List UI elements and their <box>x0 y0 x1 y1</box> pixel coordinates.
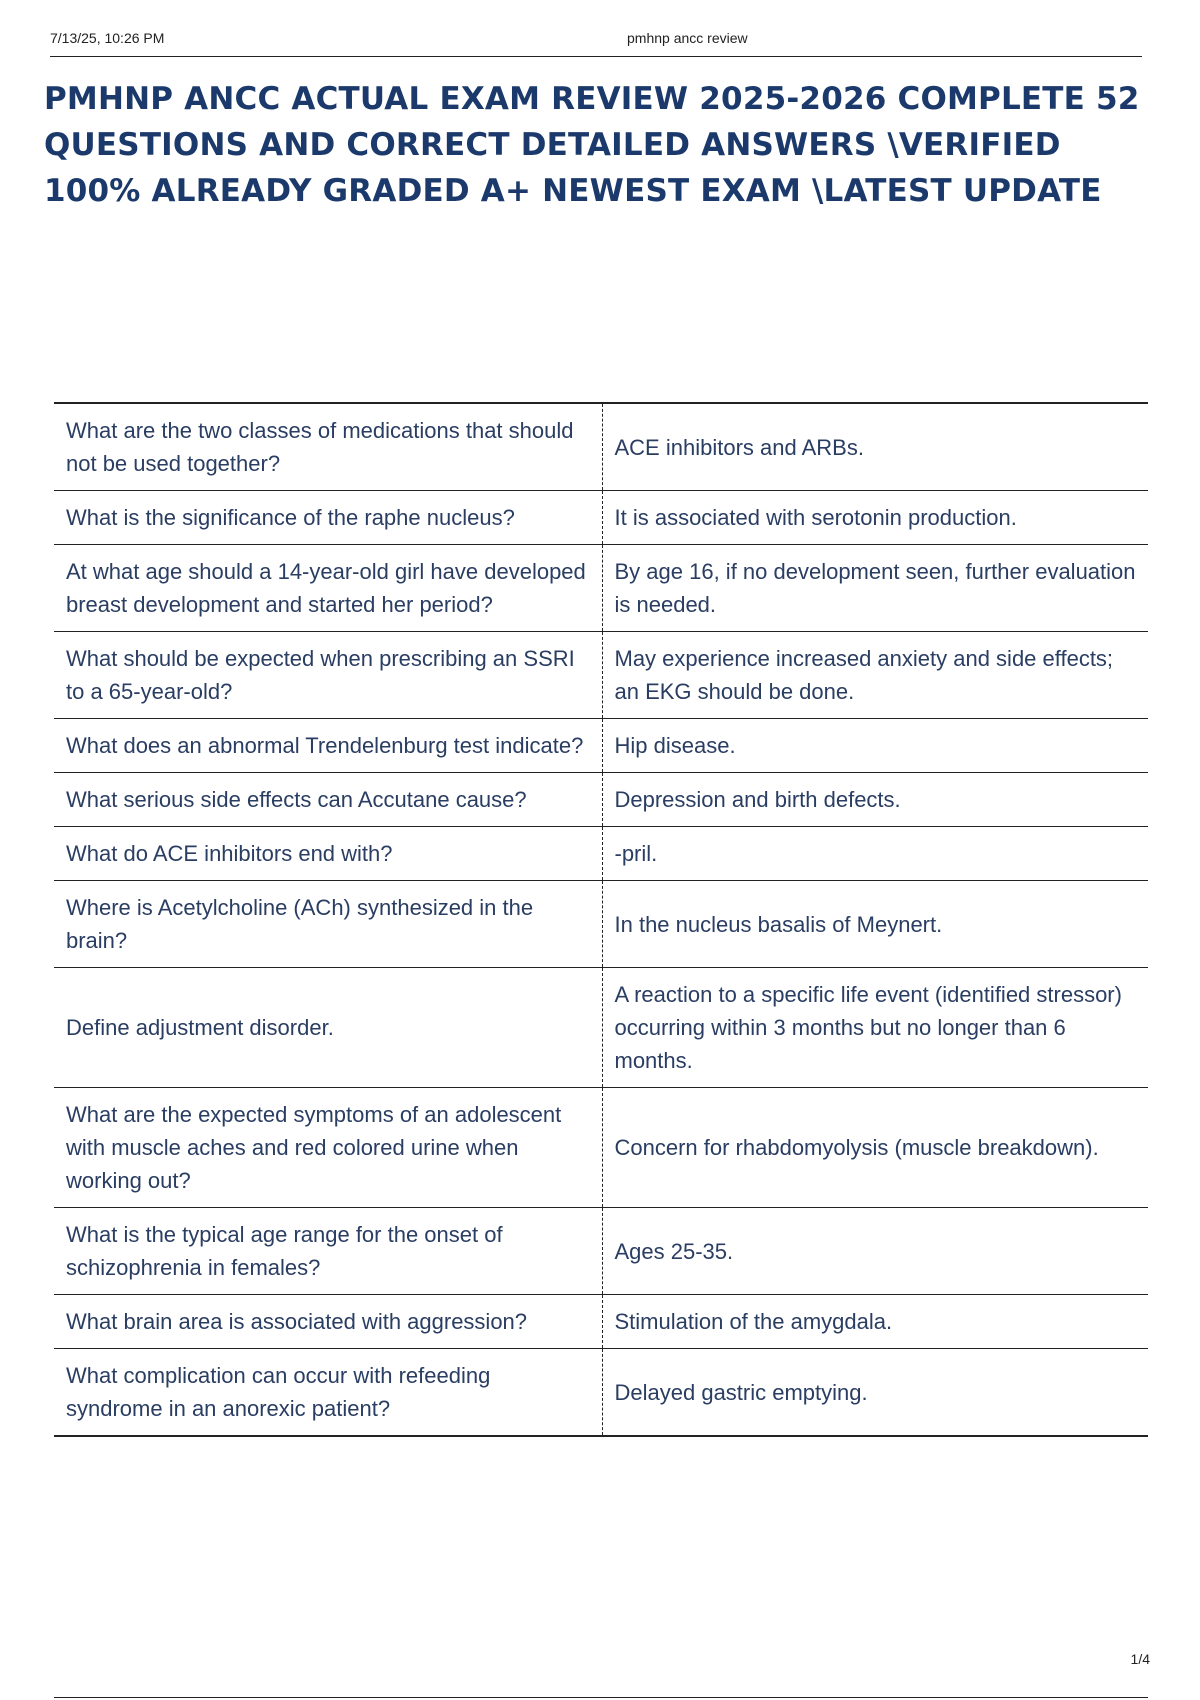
qa-row <box>54 545 1148 632</box>
qa-row <box>54 827 1148 881</box>
question-cell: What does an abnormal Trendelenburg test indicate? <box>54 719 602 773</box>
question-cell: What serious side effects can Accutane cause? <box>54 773 602 827</box>
qa-row <box>54 632 1148 719</box>
question-cell: What is the significance of the raphe nucleus? <box>54 491 602 545</box>
question-cell: What complication can occur with refeeding syndrome in an anorexic patient? <box>54 1349 602 1437</box>
question-cell: At what age should a 14-year-old girl have developed breast development and started her period? <box>54 545 602 632</box>
page-number: 1/4 <box>1130 1651 1150 1667</box>
question-cell: What is the typical age range for the onset of schizophrenia in females? <box>54 1208 602 1295</box>
page-title: PMHNP ANCC ACTUAL EXAM REVIEW 2025-2026 COMPLETE 52 QUESTIONS AND CORRECT DETAILED ANSWERS \VERIFIED 100% ALREADY GRADED A+ NEWEST EXAM \LATEST UPDATE <box>44 81 1140 209</box>
question-cell: What brain area is associated with aggression? <box>54 1295 602 1349</box>
print-document-title: pmhnp ancc review <box>627 30 748 46</box>
question-cell: What do ACE inhibitors end with? <box>54 827 602 881</box>
qa-row <box>54 881 1148 968</box>
question-cell: Where is Acetylcholine (ACh) synthesized in the brain? <box>54 881 602 968</box>
qa-row <box>54 403 1148 491</box>
question-cell: What are the expected symptoms of an adolescent with muscle aches and red colored urine when working out? <box>54 1088 602 1208</box>
answer-cell: Concern for rhabdomyolysis (muscle breakdown). <box>602 1088 1148 1208</box>
qa-row <box>54 1349 1148 1437</box>
answer-cell: Hip disease. <box>602 719 1148 773</box>
print-date: 7/13/25, 10:26 PM <box>50 30 165 46</box>
qa-row <box>54 773 1148 827</box>
qa-row <box>54 719 1148 773</box>
qa-row <box>54 1208 1148 1295</box>
print-header <box>50 30 1142 57</box>
answer-cell: In the nucleus basalis of Meynert. <box>602 881 1148 968</box>
answer-cell: ACE inhibitors and ARBs. <box>602 403 1148 491</box>
qa-row <box>54 1295 1148 1349</box>
qa-row <box>54 968 1148 1088</box>
answer-cell: -pril. <box>602 827 1148 881</box>
answer-cell: Delayed gastric emptying. <box>614 1379 868 1405</box>
answer-cell: It is associated with serotonin production. <box>602 491 1148 545</box>
question-cell: Define adjustment disorder. <box>54 968 602 1088</box>
answer-cell: Stimulation of the amygdala. <box>602 1295 1148 1349</box>
answer-cell: May experience increased anxiety and side effects; an EKG should be done. <box>602 632 1148 719</box>
qa-row <box>54 1088 1148 1208</box>
answer-cell: Depression and birth defects. <box>602 773 1148 827</box>
answer-cell: A reaction to a specific life event (identified stressor) occurring within 3 months but no longer than 6 months. <box>602 968 1148 1088</box>
answer-cell: Ages 25-35. <box>602 1208 1148 1295</box>
question-cell: What are the two classes of medications that should not be used together? <box>54 403 602 491</box>
qa-row <box>54 491 1148 545</box>
question-cell: What should be expected when prescribing an SSRI to a 65-year-old? <box>54 632 602 719</box>
qa-table <box>54 402 1148 1437</box>
qa-table-body <box>54 403 1148 1436</box>
bottom-rule <box>54 1697 1148 1698</box>
answer-cell: By age 16, if no development seen, further evaluation is needed. <box>602 545 1148 632</box>
